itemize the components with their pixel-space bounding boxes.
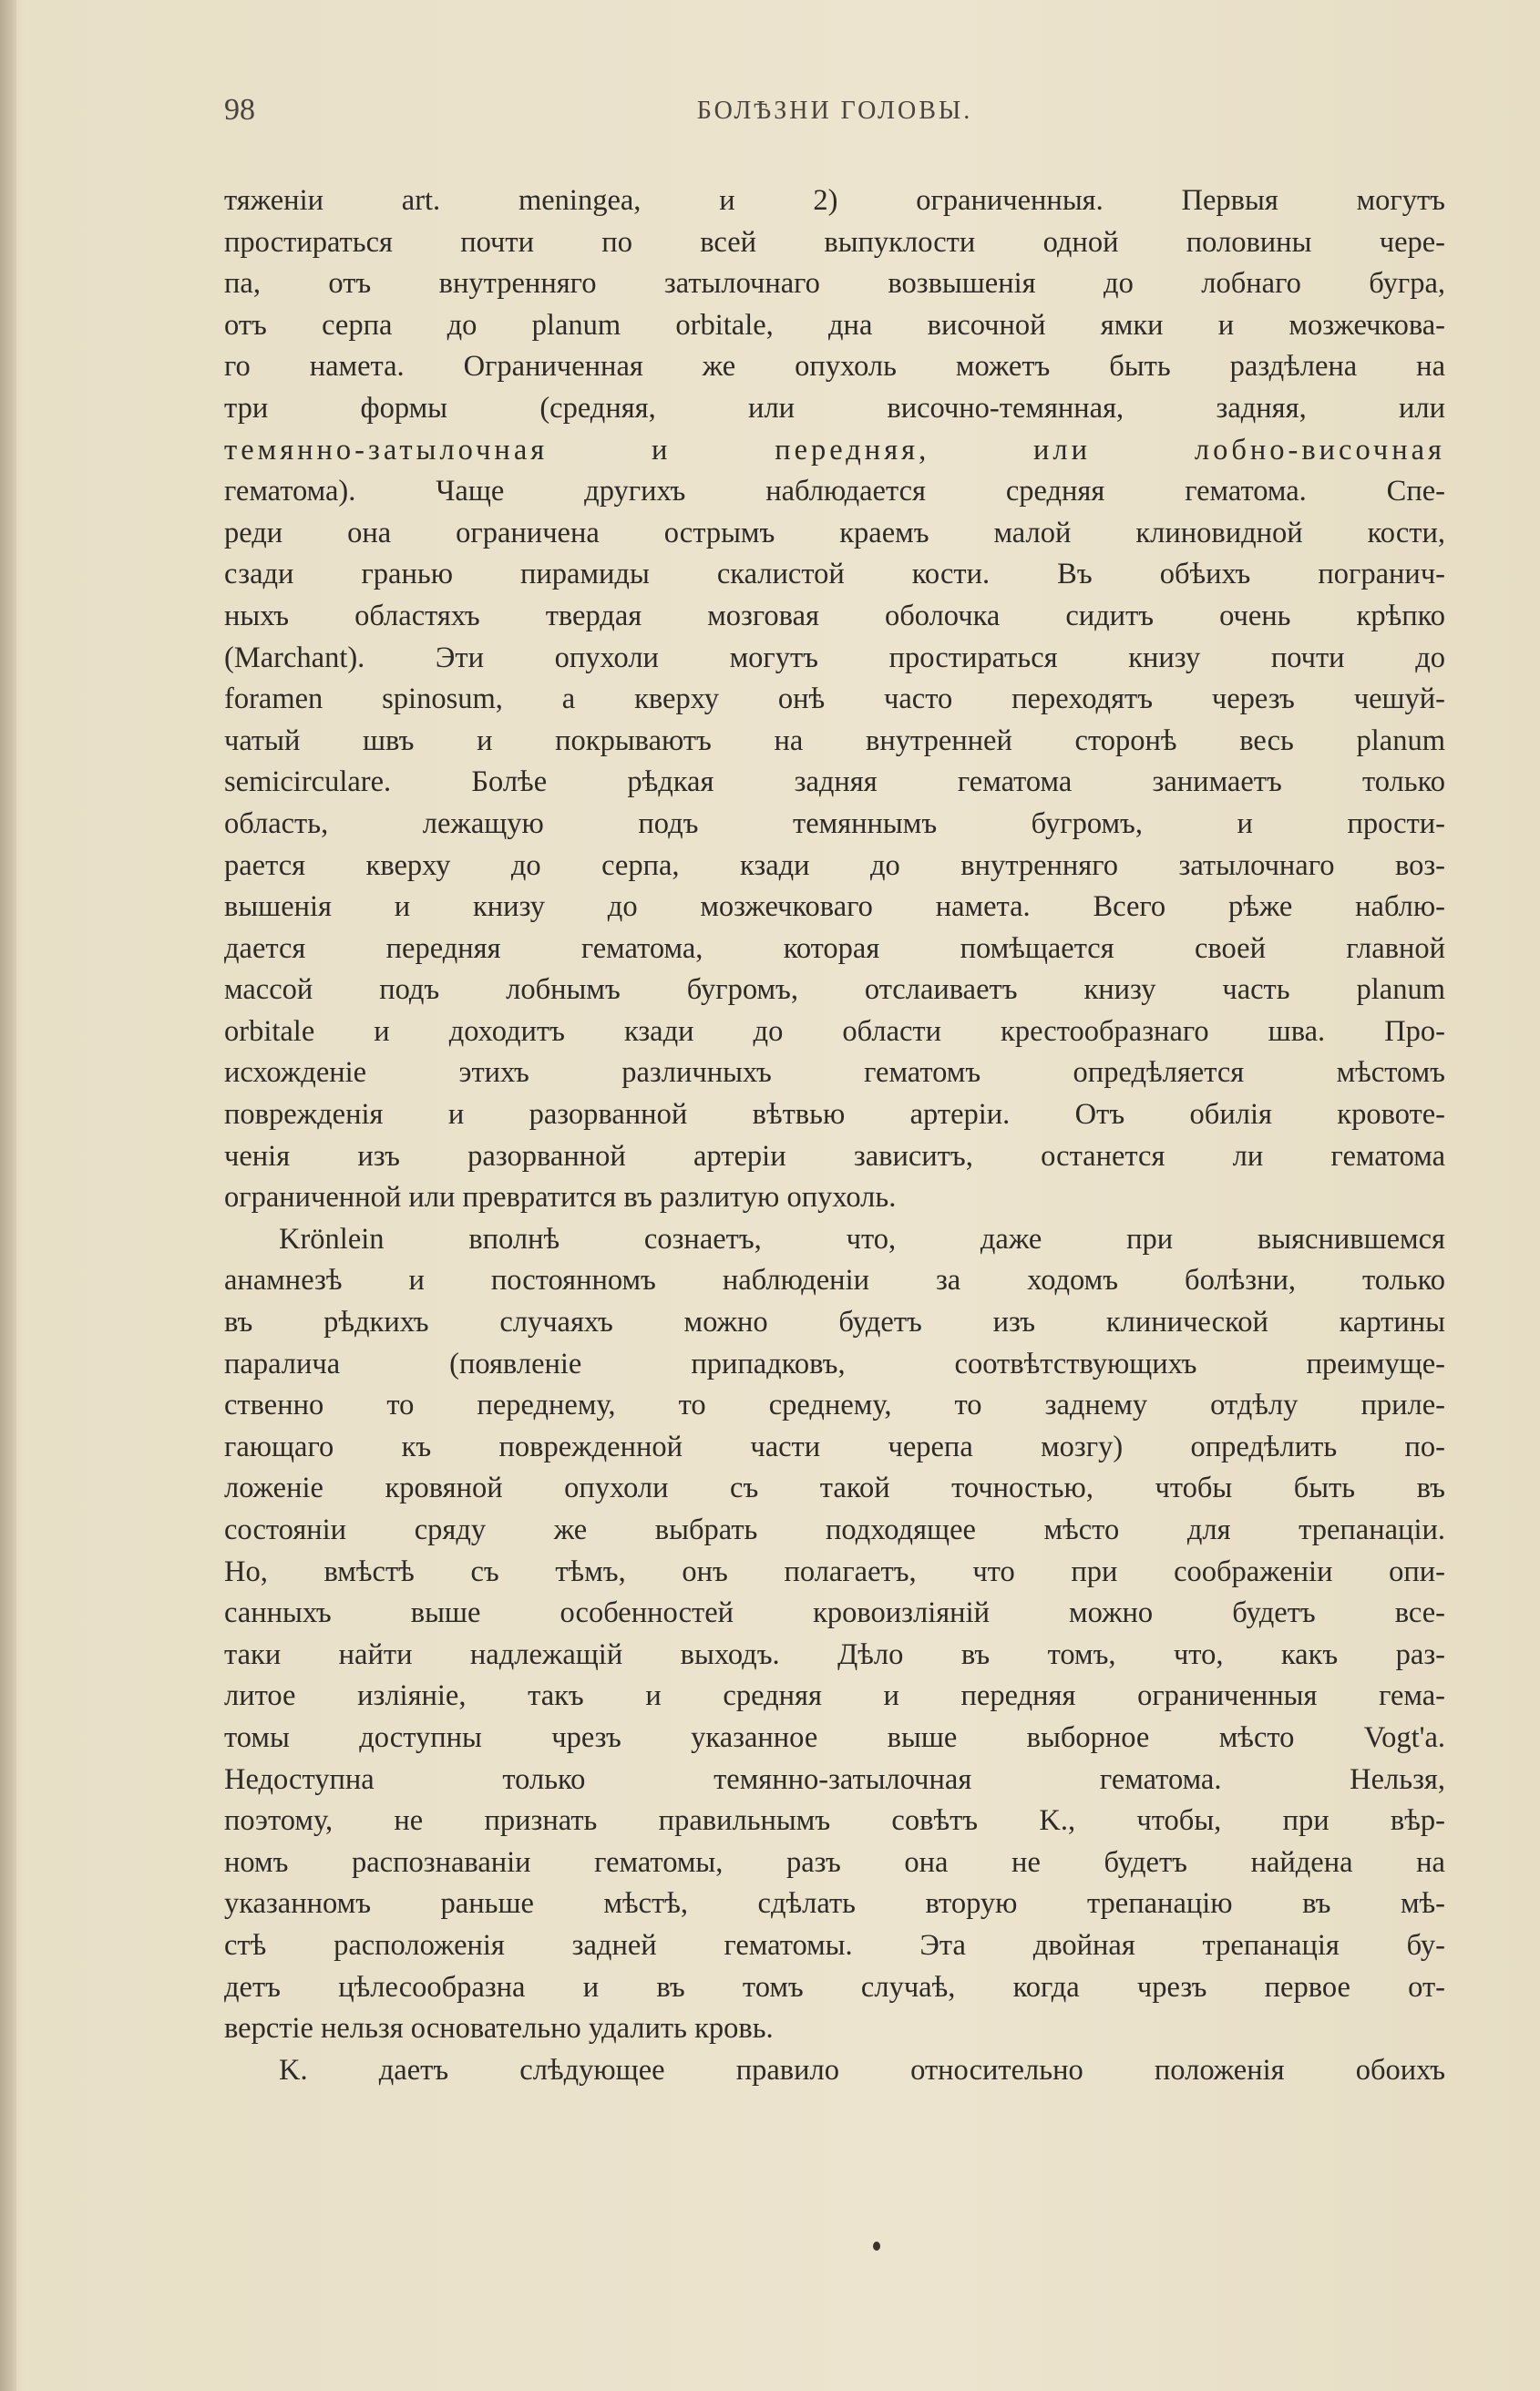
text-line: въ рѣдкихъ случаяхъ можно будетъ изъ клинической картины bbox=[224, 1306, 1445, 1339]
text-line: номъ распознаваніи гематомы, разъ она не будетъ найдена на bbox=[224, 1845, 1445, 1879]
text-line: ныхъ областяхъ твердая мозговая оболочка сидитъ очень крѣпко bbox=[224, 599, 1445, 632]
page-header bbox=[224, 93, 1445, 139]
text-line: па, отъ внутренняго затылочнаго возвышенія до лобнаго бугра, bbox=[224, 267, 1445, 301]
text-line: стѣ расположенія задней гематомы. Эта двойная трепанація бу- bbox=[224, 1928, 1445, 1962]
text-line: три формы (средняя, или височно-темянная, задняя, или bbox=[224, 391, 1445, 425]
running-head: БОЛѢЗНИ ГОЛОВЫ. bbox=[696, 97, 973, 125]
text-line: ложеніе кровяной опухоли съ такой точностью, чтобы быть въ bbox=[224, 1472, 1445, 1505]
text-line: (Marchant). Эти опухоли могутъ простираться книзу почти до bbox=[224, 641, 1445, 674]
text-line: санныхъ выше особенностей кровоизліяній можно будетъ все- bbox=[224, 1596, 1445, 1630]
text-line: гающаго къ поврежденной части черепа мозгу) опредѣлить по- bbox=[224, 1430, 1445, 1463]
text-line: анамнезѣ и постоянномъ наблюденіи за ходомъ болѣзни, только bbox=[224, 1264, 1445, 1298]
text-line: область, лежащую подъ темяннымъ бугромъ, и прости- bbox=[224, 806, 1445, 840]
text-line: вышенія и книзу до мозжечковаго намета. Всего рѣже наблю- bbox=[224, 890, 1445, 924]
text-line: Krönlein вполнѣ сознаетъ, что, даже при выяснившемся bbox=[279, 1222, 1445, 1256]
text-line: поэтому, не признать правильнымъ совѣтъ K., чтобы, при вѣр- bbox=[224, 1804, 1445, 1838]
text-line: Недоступна только темянно-затылочная гематома. Нельзя, bbox=[224, 1762, 1445, 1796]
text-line: semicirculare. Болѣе рѣдкая задняя гематома занимаетъ только bbox=[224, 765, 1445, 799]
text-line: гематома). Чаще другихъ наблюдается средняя гематома. Спе- bbox=[224, 475, 1445, 508]
text-line: массой подъ лобнымъ бугромъ, отслаиваетъ книзу часть planum bbox=[224, 973, 1445, 1007]
text-line: го намета. Ограниченная же опухоль можетъ быть раздѣлена на bbox=[224, 350, 1445, 384]
text-line: отъ серпа до planum orbitale, дна височной ямки и мозжечкова- bbox=[224, 308, 1445, 342]
text-line: верстіе нельзя основательно удалить кровь. bbox=[224, 2012, 774, 2046]
ink-stain bbox=[873, 2242, 880, 2251]
text-line: тяженіи art. meningea, и 2) ограниченныя. Первыя могутъ bbox=[224, 184, 1445, 217]
body-text bbox=[224, 180, 1445, 2091]
text-line: детъ цѣлесообразна и въ томъ случаѣ, когда чрезъ первое от- bbox=[224, 1970, 1445, 2004]
text-line: томы доступны чрезъ указанное выше выборное мѣсто Vogt'a. bbox=[224, 1720, 1445, 1754]
text-line: литое изліяніе, такъ и средняя и передняя ограниченныя гема- bbox=[224, 1679, 1445, 1713]
text-line: orbitale и доходитъ кзади до области крестообразнаго шва. Про- bbox=[224, 1014, 1445, 1048]
text-line: K. даетъ слѣдующее правило относительно положенія обоихъ bbox=[279, 2053, 1445, 2087]
text-line: указанномъ раньше мѣстѣ, сдѣлать вторую трепанацію въ мѣ- bbox=[224, 1887, 1445, 1921]
text-line: темянно-затылочная и передняя, или лобно-височная bbox=[224, 433, 1445, 467]
text-line: рается кверху до серпа, кзади до внутренняго затылочнаго воз- bbox=[224, 848, 1445, 882]
text-line: состояніи сряду же выбрать подходящее мѣсто для трепанаціи. bbox=[224, 1514, 1445, 1546]
text-line: ственно то переднему, то среднему, то заднему отдѣлу приле- bbox=[224, 1389, 1445, 1422]
text-line: чатый швъ и покрываютъ на внутренней сторонѣ весь planum bbox=[224, 723, 1445, 757]
text-line: ченія изъ разорванной артеріи зависитъ, останется ли гематома bbox=[224, 1139, 1445, 1173]
text-line: ограниченной или превратится въ разлитую опухоль. bbox=[224, 1181, 897, 1215]
page-number: 98 bbox=[224, 93, 255, 127]
text-line: Но, вмѣстѣ съ тѣмъ, онъ полагаетъ, что при соображеніи опи- bbox=[224, 1555, 1445, 1588]
text-line: паралича (появленіе припадковъ, соотвѣтствующихъ преимуще- bbox=[224, 1347, 1445, 1380]
text-line: сзади гранью пирамиды скалистой кости. Въ обѣихъ погранич- bbox=[224, 558, 1445, 591]
text-line: реди она ограничена острымъ краемъ малой клиновидной кости, bbox=[224, 516, 1445, 549]
page-spine-shadow bbox=[0, 0, 16, 2391]
text-line: таки найти надлежащій выходъ. Дѣло въ томъ, что, какъ раз- bbox=[224, 1637, 1445, 1671]
text-line: дается передняя гематома, которая помѣщается своей главной bbox=[224, 931, 1445, 965]
text-line: поврежденія и разорванной вѣтвью артеріи. Отъ обилія кровоте- bbox=[224, 1098, 1445, 1132]
text-line: исхожденіе этихъ различныхъ гематомъ опредѣляется мѣстомъ bbox=[224, 1056, 1445, 1090]
text-line: простираться почти по всей выпуклости одной половины чере- bbox=[224, 225, 1445, 259]
text-line: foramen spinosum, а кверху онѣ часто переходятъ черезъ чешуй- bbox=[224, 682, 1445, 716]
